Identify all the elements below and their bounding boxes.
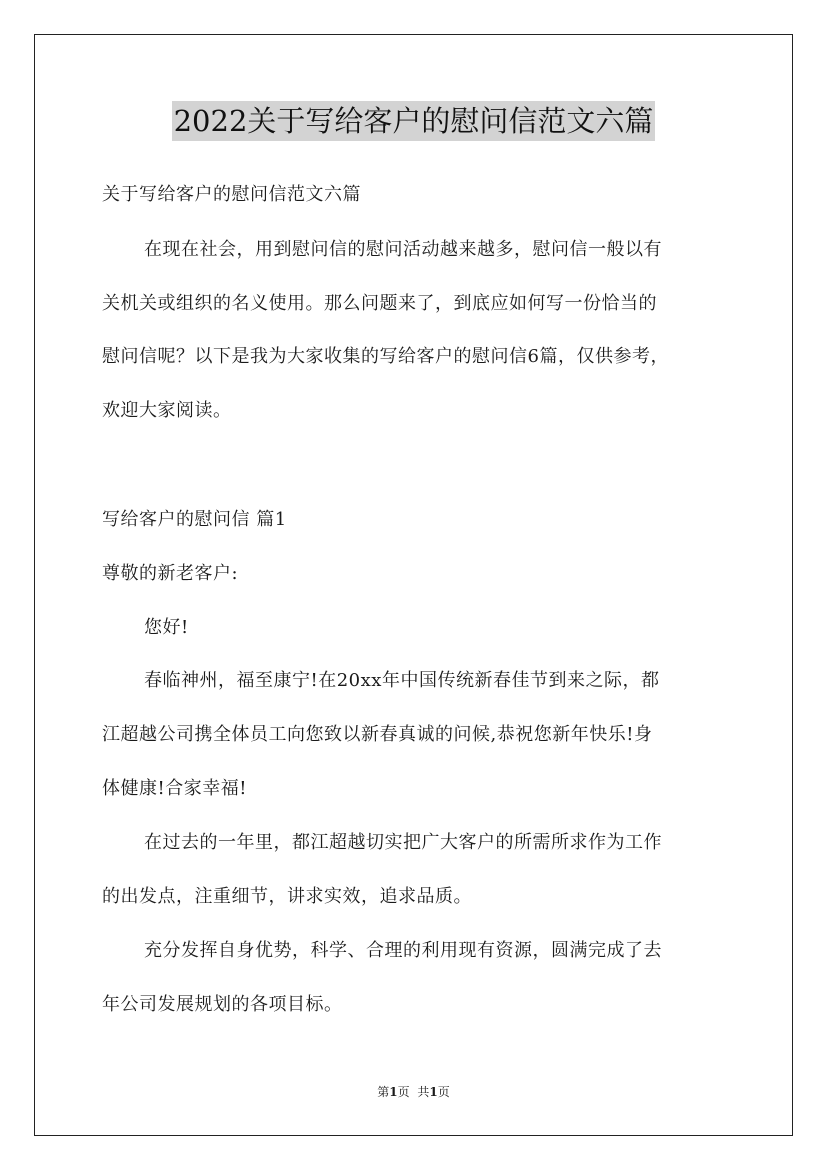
title-container — [0, 101, 827, 141]
section-heading: 写给客户的慰问信 篇1 — [102, 509, 287, 530]
body-line: 江超越公司携全体员工向您致以新春真诚的问候,恭祝您新年快乐!身 — [102, 724, 653, 745]
footer-total-prefix: 共 — [417, 1085, 430, 1099]
body-line: 体健康!合家幸福! — [102, 778, 247, 799]
body-line: 春临神州，福至康宁!在20xx年中国传统新春佳节到来之际，都 — [144, 670, 660, 691]
footer-total-suffix: 页 — [437, 1085, 450, 1099]
footer-page-suffix: 页 — [397, 1085, 410, 1099]
footer-total-number: 1 — [429, 1085, 438, 1099]
footer-page-number: 1 — [389, 1085, 398, 1099]
footer-page-prefix: 第 — [377, 1085, 390, 1099]
body-line: 欢迎大家阅读。 — [102, 400, 232, 421]
subtitle-line: 关于写给客户的慰问信范文六篇 — [102, 184, 361, 205]
body-line: 慰问信呢？以下是我为大家收集的写给客户的慰问信6篇，仅供参考， — [102, 346, 669, 367]
body-line: 在现在社会，用到慰问信的慰问活动越来越多，慰问信一般以有 — [144, 239, 662, 260]
body-line: 充分发挥自身优势，科学、合理的利用现有资源，圆满完成了去 — [144, 940, 662, 961]
body-line: 年公司发展规划的各项目标。 — [102, 994, 343, 1015]
page-footer — [0, 1084, 827, 1100]
body-line: 的出发点，注重细节，讲求实效，追求品质。 — [102, 886, 472, 907]
salutation: 尊敬的新老客户: — [102, 563, 239, 584]
body-line: 关机关或组织的名义使用。那么问题来了，到底应如何写一份恰当的 — [102, 293, 657, 314]
greeting: 您好! — [144, 617, 189, 638]
body-line: 在过去的一年里，都江超越切实把广大客户的所需所求作为工作 — [144, 832, 662, 853]
document-title: 2022关于写给客户的慰问信范文六篇 — [172, 101, 656, 141]
